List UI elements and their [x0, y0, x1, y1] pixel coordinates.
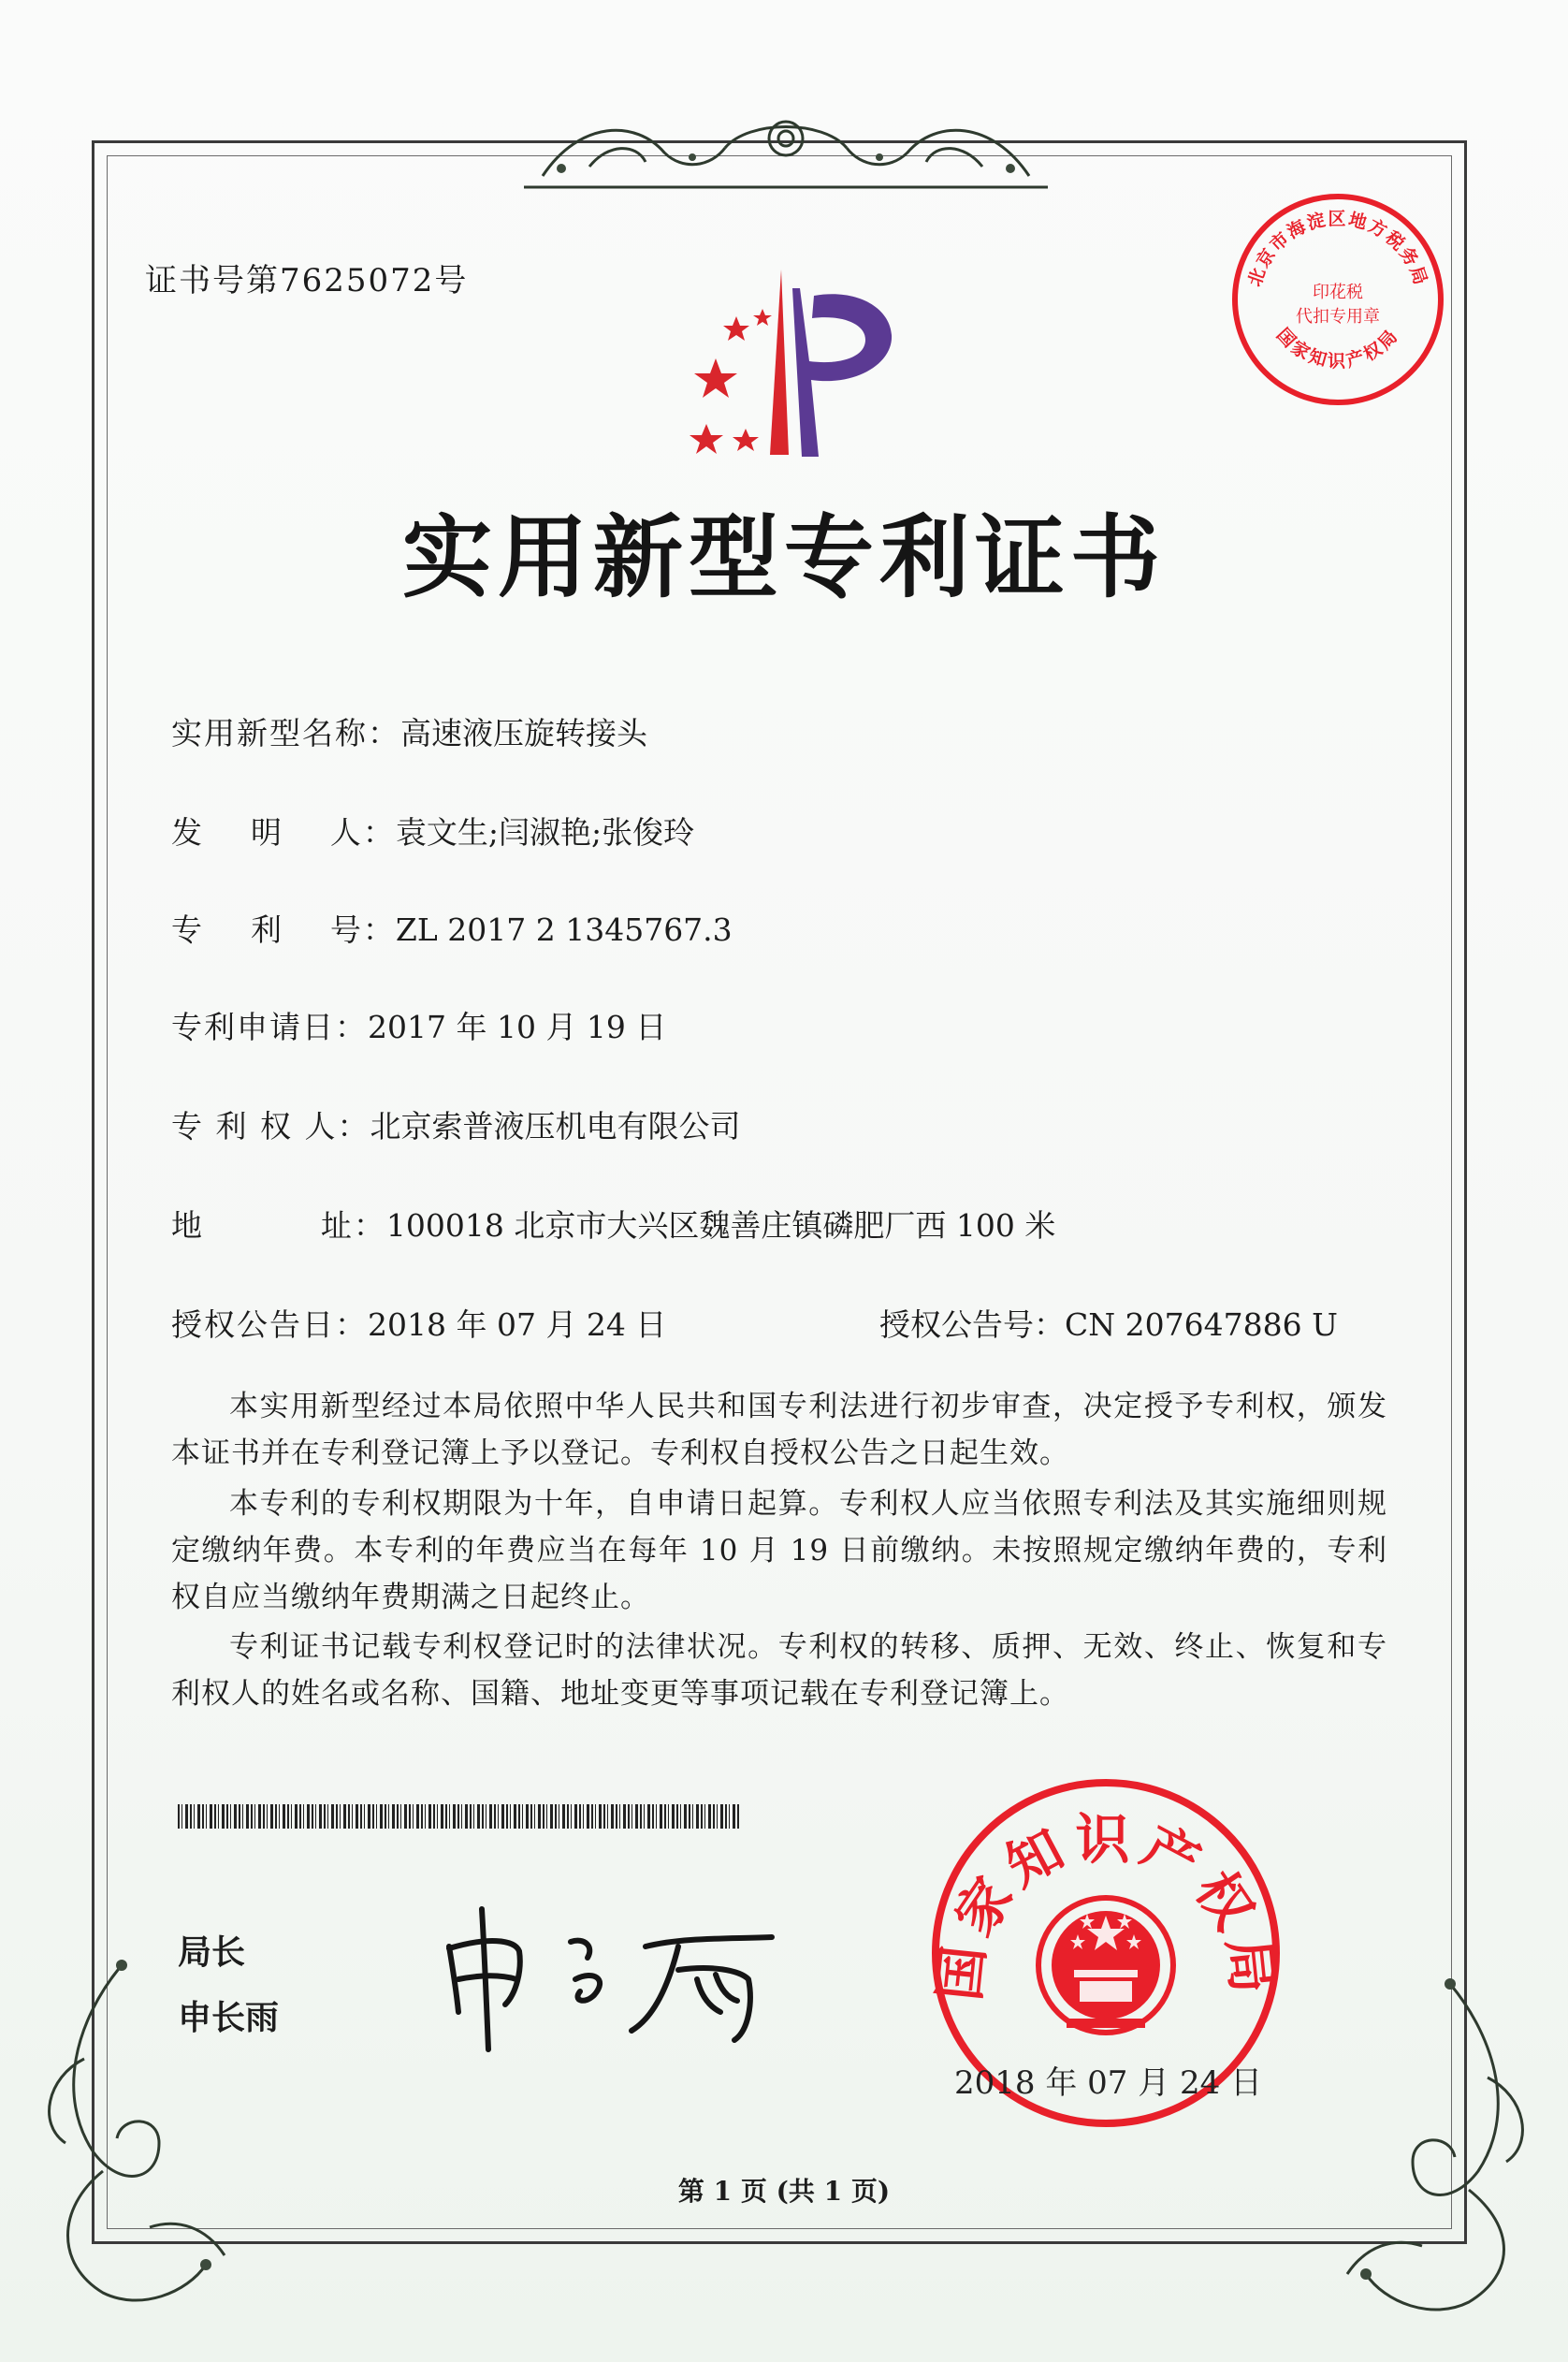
svg-text:国家知识产权局: [1272, 325, 1403, 372]
field-value: 100018 北京市大兴区魏善庄镇磷肥厂西 100 米: [385, 1207, 1056, 1244]
field-label: 发 明 人：: [171, 814, 396, 851]
field-grant-number: [879, 1301, 1338, 1345]
seal-date: 2018 年 07 月 24 日: [954, 2064, 1263, 2102]
tax-stamp-outer-text: 北京市海淀区地方税务局: [1244, 209, 1431, 289]
field-value: 北京索普液压机电有限公司: [370, 1108, 741, 1145]
field-address: [171, 1202, 1055, 1246]
field-patentee: [171, 1102, 740, 1146]
tax-stamp-bottom-text: 国家知识产权局: [1272, 324, 1403, 372]
field-value: 2017 年 10 月 19 日: [368, 1009, 667, 1045]
tax-stamp: [1226, 187, 1450, 412]
field-patent-number: [171, 906, 733, 950]
field-application-date: [171, 1003, 666, 1047]
field-value: CN 207647886 U: [1065, 1306, 1338, 1343]
corner-ornament-bottom-right: [1328, 1965, 1553, 2321]
certificate-number: 证书号第7625072号: [145, 262, 469, 299]
tax-stamp-line2: 代扣专用章: [1296, 307, 1380, 327]
field-label: 授权公告号：: [879, 1306, 1065, 1343]
field-value: 高速液压旋转接头: [400, 715, 647, 751]
body-paragraph: 专利证书记载专利权登记时的法律状况。专利权的转移、质押、无效、终止、恢复和专利权人的姓名或名称、国籍、地址变更等事项记载在专利登记簿上。: [171, 1630, 1387, 1711]
handwritten-signature: [430, 1890, 786, 2059]
field-value: ZL 2017 2 1345767.3: [395, 911, 733, 948]
field-inventor: [171, 809, 694, 853]
field-value: 2018 年 07 月 24 日: [368, 1306, 667, 1343]
seal-text: 国家知识产权局: [927, 1807, 1285, 2004]
page-number: 第 1 页 (共 1 页): [677, 2176, 891, 2207]
body-paragraph: 本实用新型经过本局依照中华人民共和国专利法进行初步审查，决定授予专利权，颁发本证书并在专利登记簿上予以登记。专利权自授权公告之日起生效。: [171, 1390, 1387, 1470]
field-value: 袁文生;闫淑艳;张俊玲: [395, 814, 695, 851]
field-label: 专 利 号：: [171, 911, 396, 948]
cnipa-logo: [660, 270, 912, 461]
field-utility-model-name: [171, 709, 647, 753]
field-label: 专 利 权 人：: [171, 1108, 370, 1145]
signer-name: 申长雨: [178, 1999, 280, 2037]
field-label: 实用新型名称：: [171, 715, 400, 751]
barcode: [178, 1804, 739, 1829]
signer-title: 局长: [178, 1933, 246, 1972]
field-label: 地 址：: [171, 1207, 386, 1244]
tax-stamp-line1: 印花税: [1313, 283, 1363, 302]
certificate-title: 实用新型专利证书: [402, 505, 1166, 610]
national-emblem-icon: [1038, 1898, 1173, 2033]
field-grant-date: [171, 1301, 666, 1345]
field-label: 授权公告日：: [171, 1306, 368, 1343]
field-label: 专利申请日：: [171, 1009, 368, 1045]
top-ornament: [524, 101, 1048, 195]
body-paragraph: 本专利的专利权期限为十年，自申请日起算。专利权人应当依照专利法及其实施细则规定缴纳年费。本专利的年费应当在每年 10 月 19 日前缴纳。未按照规定缴纳年费的，专利权自应当缴纳年费期满之日起终止。: [171, 1487, 1387, 1614]
